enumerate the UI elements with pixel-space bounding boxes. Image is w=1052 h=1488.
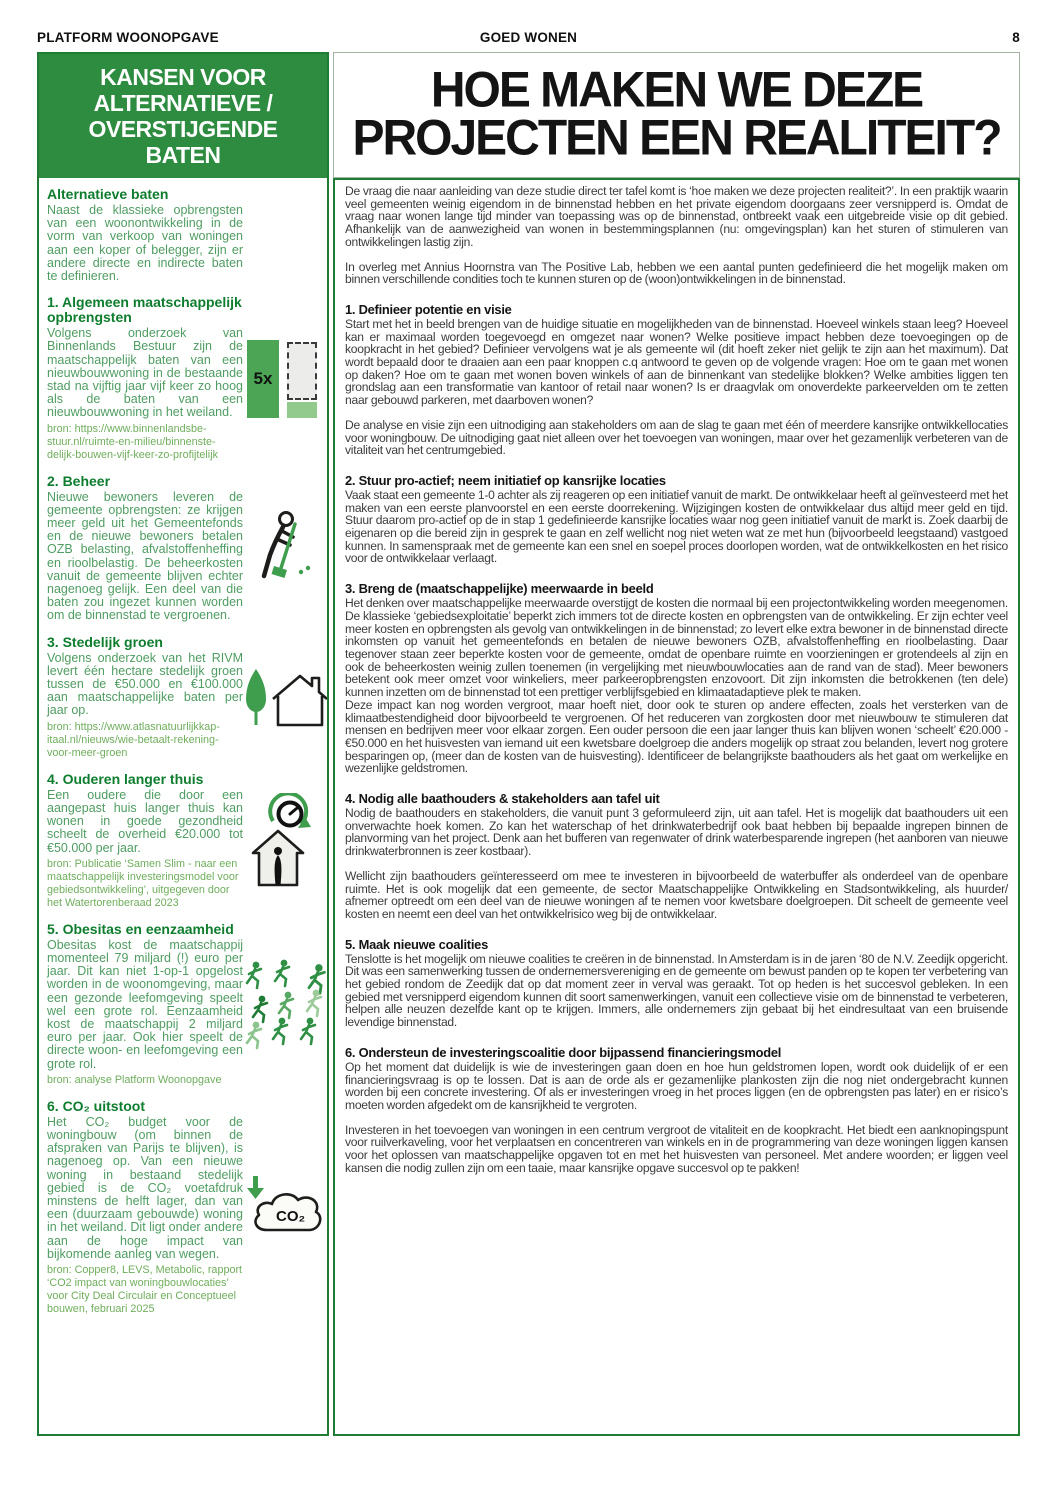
article-section-5	[345, 938, 1008, 1029]
sidebar-section-2	[47, 474, 321, 623]
sidebar-section-body: Een oudere die door een aangepast huis langer thuis kan wonen in goede gezondheid scheelt de overheid €20.000 tot €50.000 per jaar.	[47, 787, 243, 855]
active-people-icon	[243, 958, 329, 1050]
tree-and-house-icon	[243, 667, 329, 727]
article-section-3	[345, 582, 1008, 775]
sidebar-title-line: ALTERNATIEVE /	[93, 90, 273, 116]
sidebar-section-source: bron: https://www.atlasnatuurlijkkap-itaal.nl/nieuws/wie-betaalt-rekening-voor-meer-groen	[47, 720, 220, 759]
article-paragraph: Op het moment dat duidelijk is wie de investeringen gaan doen en hoe hun geldstromen lopen, wordt ook duidelijk of er een financieringsvraag is op te lossen. Dat is aan de orde als er gezamenlijke plankosten zijn die nog niet ondergebracht kunnen worden bij een concrete investering. Of als er investeringen vroeg in het proces liggen (en de opbrengsten pas later) en er risico’s moeten worden afgedekt om de kansrijkheid te vergroten.	[345, 1059, 1008, 1112]
publication-title: PLATFORM WOONOPGAVE	[37, 30, 219, 45]
sidebar-intro-body: Naast de klassieke opbrengsten van een woonontwikkeling in de vorm van verkoop van woningen aan een koper of belegger, zijn er andere directe en indirecte baten te definieren.	[47, 203, 243, 284]
sidebar-section-source: bron: https://www.binnenlandsbe-stuur.nl/ruimte-en-milieu/binnenste-delijk-bouwen-vijf-keer-zo-profijtelijk	[47, 422, 219, 461]
sidebar-section-heading: 4. Ouderen langer thuis	[47, 770, 204, 787]
sidebar-section-heading: 6. CO₂ uitstoot	[47, 1097, 145, 1114]
article-paragraph: Tenslotte is het mogelijk om nieuwe coalities te creëren in de binnenstad. In Amsterdam is in de jaren ‘80 de N.V. Zeedijk opgericht. Dit was een samenwerking tussen de ondernemersvereniging en de gemeente om bewust panden op te kopen ter verbetering van het gebied rondom de Zeedijk dat op dat moment zeer in verval was geraakt. Tot op heden is het succesvol gebleken. In een gebied met versnipperd eigendom kunnen dit soort samenwerkingen, vanuit een collectieve visie om de binnenstad te verbeteren, helpen alle neuzen dezelfde kant op te krijgen. Immers, alle ondernemers zijn gebaat bij het eindresultaat van een bruisende levendige binnenstad.	[345, 951, 1008, 1030]
co2-label: CO₂	[276, 1208, 306, 1226]
sidebar-intro	[47, 187, 321, 283]
sidebar-section-body: Het CO₂ budget voor de woningbouw (om binnen de afspraken van Parijs te blijven), is nagenoeg op. Van een nieuwe woning in bestaand stedelijk gebied is de CO₂ voetafdruk minstens de helft lager, dan van een (duurzaam gebouwde) woning in het weiland. Dit ligt onder andere aan de hoge impact van bijkomende aanleg van wegen.	[47, 1114, 243, 1261]
sidebar-section-3	[47, 635, 321, 760]
sidebar-section-body: Volgens onderzoek van het RIVM levert één hectare stedelijk groen tussen de €50.000 en €100.000 aan maatschappelijke baten per jaar op.	[47, 650, 243, 718]
main-article	[333, 178, 1020, 1436]
sidebar-title	[39, 54, 327, 178]
page-title-line-1: HOE MAKEN WE DEZE	[430, 62, 923, 119]
sidebar-section-6	[47, 1099, 321, 1316]
article-section-heading: 2. Stuur pro-actief; neem initiatief op kansrijke locaties	[345, 472, 666, 488]
page-header	[37, 30, 1020, 45]
article-paragraph: De analyse en visie zijn een uitnodiging aan stakeholders om aan de slag te gaan met één of meerdere kansrijke ontwikkellocaties voor woningbouw. De uitnodiging gaat niet alleen over het toevoegen van woningen, maar over het gezamenlijk verbeteren van de vitaliteit van het centrumgebied.	[345, 417, 1008, 458]
article-paragraph: Start met het in beeld brengen van de huidige situatie en mogelijkheden van de binnenstad. Hoeveel winkels staan leeg? Hoeveel kan er maximaal worden toegevoegd en omgezet naar wonen? Welke positieve impact hebben deze toevoegingen op de koopkracht in het gebied? Definieer vervolgens wat je als gemeente wil (dit hoeft zeker niet gelijk te zijn aan het maximum). Dat wordt bepaald door te draaien aan een paar knoppen c.q antwoord te geven op de volgende vragen: Hoe om te gaan met wonen op daken? Hoe om te gaan met wonen boven winkels of aan de binnenkant van stedelijke blokken? Welke ambities liggen ten grondslag aan een transformatie van kantoor of retail naar wonen? Is er draagvlak om onoverdekte parkeervelden om te zetten naar gebouwd parkeren, met daarboven wonen?	[345, 316, 1008, 408]
page-number: 8	[1012, 30, 1021, 45]
sidebar-intro-heading: Alternatieve baten	[47, 186, 169, 202]
chapter-title: GOED WONEN	[479, 30, 578, 45]
sidebar-section-body: Obesitas kost de maatschappij momenteel 79 miljard (!) euro per jaar. Dit kan niet 1-op-1 opgelost worden in de woonomgeving, maar een gezonde leefomgeving speelt wel een grote rol. Eenzaamheid kost de maatschappij 2 miljard euro per jaar. Ook hier speelt de directe woon- en leefomgeving een grote rol.	[47, 937, 243, 1071]
article-section-heading: 4. Nodig alle baathouders & stakeholders aan tafel uit	[345, 791, 660, 807]
sidebar-section-heading: 3. Stedelijk groen	[47, 633, 163, 650]
sidebar-section-source: bron: Publicatie ‘Samen Slim - naar een maatschappelijk investeringsmodel voor gebiedsontwikkeling’, uitgegeven door het Watertorenberaad 2023	[47, 857, 239, 909]
article-paragraph: Vaak staat een gemeente 1-0 achter als zij reageren op een initiatief vanuit de markt. De ontwikkelaar heeft al geïnvesteerd met het maken van een eerste planvoorstel en een eerste doorrekening. Wijzigingen kosten de ontwikkelaar dus altijd meer geld en tijd. Stuur daarom pro-actief op de in stap 1 gedefinieerde kansrijke locaties waar nog geen initiatief vanuit de markt is. Zoek daarbij de eigenaren op die bereid zijn in gesprek te gaan en zelf wellicht nog niet weten wat ze met hun (bijvoorbeeld leegstaand) vastgoed kunnen. In samenspraak met de gemeente kan een snel en soepel proces doorlopen worden, wat de ontwikkelkosten en het risico voor de ontwikkelaar verlaagt.	[345, 487, 1008, 566]
intro-paragraph: In overleg met Annius Hoornstra van The Positive Lab, hebben we een aantal punten gedefinieerd die het mogelijk maken om binnen verschillende condities toch te kunnen sturen op de (woon)ontwikkelingen in de binnenstad.	[345, 259, 1008, 287]
article-section-heading: 5. Maak nieuwe coalities	[345, 936, 489, 952]
sidebar-title-line: KANSEN VOOR	[100, 64, 266, 90]
article-paragraph: Nodig de baathouders en stakeholders, die vanuit punt 3 geformuleerd zijn, uit aan tafel. Het is mogelijk dat baathouders uit een onverwachte hoek komen. Zo kan het waterschap of het drinkwaterbedrijf ook baat hebben bij bepaalde ingrepen binnen de planvorming van het project. Denk aan het bufferen van regenwater of drink waterbesparende ingrepen (het aanboren van nieuwe drinkwaterbronnen is zeer kostbaar).	[345, 806, 1008, 859]
article-section-1	[345, 303, 1008, 457]
one-x-bar-icon	[287, 402, 317, 418]
sidebar	[37, 52, 329, 1436]
article-paragraph: Deze impact kan nog worden vergroot, maar hoeft niet, door ook te sturen op andere effecten, zoals het versterken van de klimaatbestendigheid door bijvoorbeeld te vergroenen. Of het reduceren van zorgkosten door met nieuwbouw te stimuleren dat mensen en bedrijven meer voor elkaar zorgen. Een ouder persoon die een jaar langer thuis kan blijven wonen ‘scheelt’ €20.000 - €50.000 en het huisvesten van iemand uit een kwetsbare doelgroep die anders mogelijk op straat zou belanden, levert nog grotere besparingen op, (meer dan de kosten van de huisvesting). Identificeer de belangrijkste baathouders als het gaat om werkelijke en wezenlijke geldstromen.	[345, 697, 1008, 776]
article-paragraph: Wellicht zijn baathouders geïnteresseerd om mee te investeren in bijvoorbeeld de waterbuffer als onderdeel van de openbare ruimte. Het is ook mogelijk dat een gemeente, de sector Maatschappelijke Ontwikkeling en Stadsontwikkeling, als huurder/ afnemer optreedt om een deel van de nieuwe woningen af te nemen voor kwetsbare doelgroepen. Dit scheelt de gemeente veel kosten en neemt een deel van het ontwikkelrisico weg bij de ontwikkelaar.	[345, 868, 1008, 921]
sidebar-section-heading: 1. Algemeen maatschappelijk opbrengsten	[47, 294, 242, 326]
sidebar-section-heading: 5. Obesitas en eenzaamheid	[47, 920, 234, 937]
sidebar-section-source: bron: analyse Platform Woonopgave	[47, 1073, 222, 1086]
intro-paragraph: De vraag die naar aanleiding van deze studie direct ter tafel komt is ‘hoe maken we deze projecten realiteit?’. In een praktijk waarin veel gemeenten weinig eigendom in de binnenstad hebben en het private eigendom doorgaans zeer versnipperd is. Omdat de vraag naar wonen lange tijd minder van toepassing was op de binnenstad, ontbreekt vaak een uitgebreide visie op dit gebied. Afhankelijk van de aanwezigheid van wonen in bestemmingsplannen (nu: omgevingsplan) kan het sturen of stimuleren van ontwikkelingen lastig zijn.	[345, 184, 1008, 249]
five-x-bar-comparison-icon	[247, 338, 317, 418]
sidebar-section-body: Volgens onderzoek van Binnenlands Bestuur zijn de maatschappelijk baten van een nieuwbouwwoning in de bestaande stad na vijftig jaar vijf keer zo hoog als de baten van een nieuwbouwwoning in het weiland.	[47, 326, 243, 420]
headline-box	[333, 52, 1020, 178]
five-x-label: 5x	[247, 340, 279, 418]
co2-cloud-icon	[243, 1174, 323, 1240]
sidebar-section-heading: 2. Beheer	[47, 472, 111, 489]
article-section-2	[345, 474, 1008, 565]
dashed-bar-icon	[287, 342, 317, 400]
sidebar-content	[39, 178, 327, 1316]
sidebar-section-source: bron: Copper8, LEVS, Metabolic, rapport ‘CO2 impact van woningbouwlocaties’ voor City Deal Circulair en Conceptueel bouwen, februari 2025	[47, 1263, 243, 1315]
sidebar-section-1	[47, 295, 321, 461]
sidebar-title-line: OVERSTIJGENDE	[88, 116, 278, 142]
street-sweeper-icon	[251, 510, 313, 586]
sidebar-section-4	[47, 772, 321, 910]
sidebar-section-5	[47, 922, 321, 1087]
article-paragraph: Investeren in het toevoegen van woningen in een centrum vergroot de vitaliteit en de koopkracht. Het biedt een aanknopingspunt voor ruilverkaveling, voor het verplaatsen en concentreren van winkels en in de programmering van deze woningen liggen kansen voor het oplossen van maatschappelijke opgaven tot en met het huisvesten van personeel. Met andere woorden; er liggen veel kansen die nodig zullen zijn om een taaie, maar kansrijke opgave succesvol op te pakken!	[345, 1122, 1008, 1175]
sidebar-title-line: BATEN	[145, 142, 221, 168]
article-section-6	[345, 1046, 1008, 1175]
article-paragraph: Het denken over maatschappelijke meerwaarde overstijgt de kosten die normaal bij een projectontwikkeling worden meegenomen. De klassieke ‘gebiedsexploitatie’ beperkt zich immers tot de directe kosten en opbrengsten van de ontwikkeling. Er zijn echter veel meer kosten en opbrengsten als gevolg van ontwikkelingen in de binnenstad; zo levert elke extra bewoner in de binnenstad directe inkomsten op vanuit het gemeentefonds en betalen de nieuwe bewoners OZB, afvalstoffenheffing en rioolbelasting. Daar tegenover staan zeer beperkte kosten voor de gemeente, omdat de openbare ruimte en voorzieningen er grotendeels al zijn en ook de beheerkosten weinig zullen toenemen (in vergelijking met nieuwbouwlocaties aan de rand van de stad). Meer bewoners betekent ook meer omzet voor winkeliers, meer parkeeropbrengsten enzovoort. Dit zijn inkomsten die betrokkenen (ten dele) kunnen inzetten om de binnenstad tot een prettiger verblijfsgebied en klimaatadaptieve plek te maken.	[345, 596, 1008, 700]
article-section-heading: 6. Ondersteun de investeringscoalitie door bijpassend financieringsmodel	[345, 1044, 782, 1060]
article-section-4	[345, 792, 1008, 921]
page-title-line-2: PROJECTEN EEN REALITEIT?	[352, 110, 1001, 167]
clock-and-house-icon	[249, 793, 315, 889]
article-section-heading: 1. Definieer potentie en visie	[345, 301, 512, 317]
article-section-heading: 3. Breng de (maatschappelijke) meerwaarde in beeld	[345, 581, 654, 597]
sidebar-section-body: Nieuwe bewoners leveren de gemeente opbrengsten: ze krijgen meer geld uit het Gemeentefonds en de nieuwe bewoners betalen OZB belasting, afvalstoffenheffing en rioolbelastig. De beheerkosten vanuit de gemeente blijven echter nagenoeg gelijk. Een deel van die baten zou ingezet kunnen worden om de binnenstad te vergroenen.	[47, 489, 243, 623]
